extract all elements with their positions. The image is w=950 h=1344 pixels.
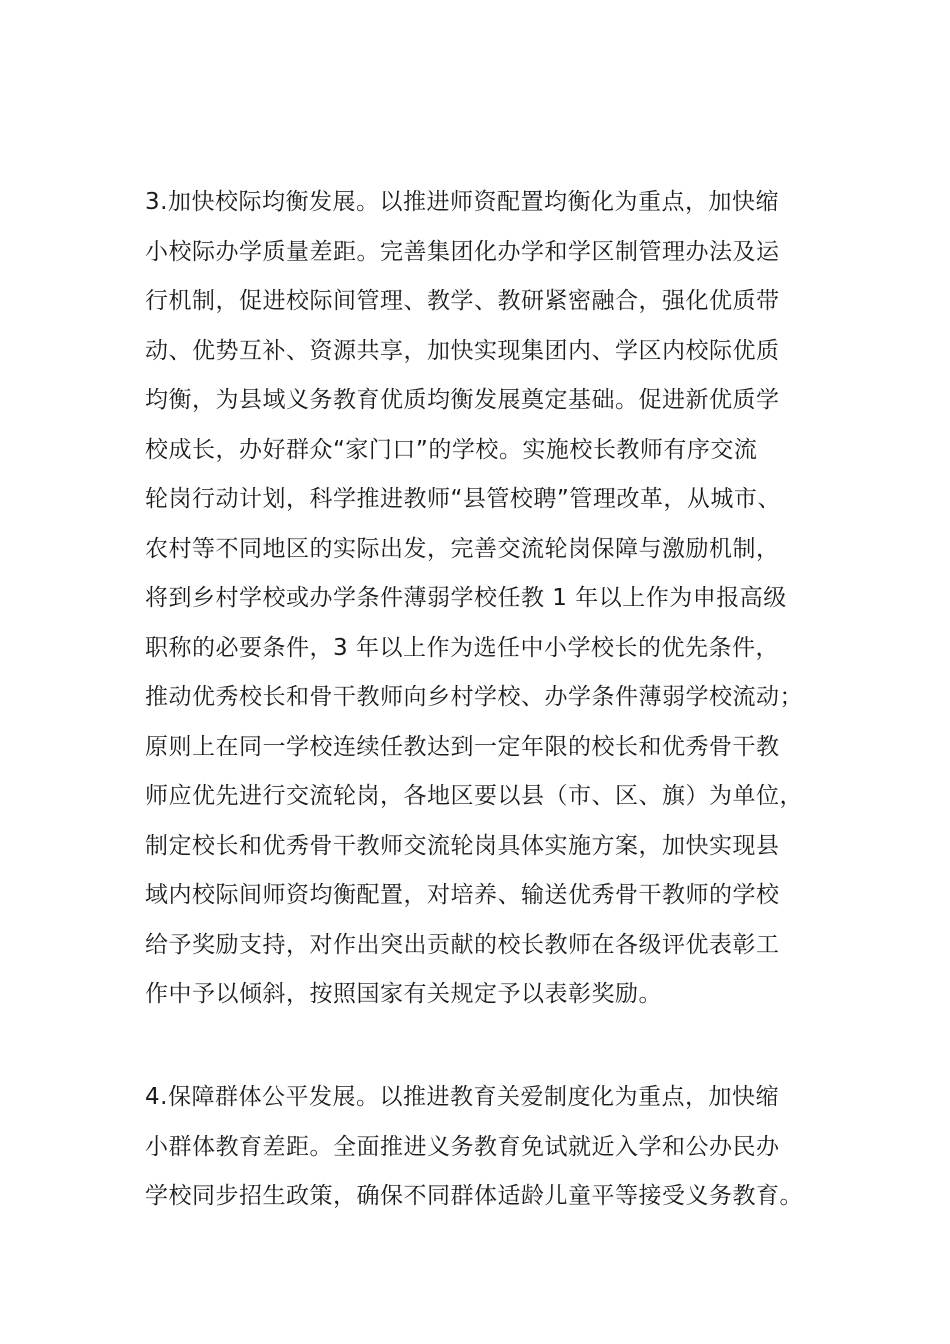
text-line: 均衡，为县域义务教育优质均衡发展奠定基础。促进新优质学 bbox=[145, 387, 780, 413]
text-line: 校成长，办好群众“家门口”的学校。实施校长教师有序交流 bbox=[145, 436, 758, 463]
text-line: 3.加快校际均衡发展。以推进师资配置均衡化为重点，加快缩 bbox=[145, 189, 779, 215]
text-line: 原则上在同一学校连续任教达到一定年限的校长和优秀骨干教 bbox=[145, 733, 780, 760]
text-line: 行机制，促进校际间管理、教学、教研紧密融合，强化优质带 bbox=[145, 288, 780, 314]
text-line: 农村等不同地区的实际出发，完善交流轮岗保障与激励机制， bbox=[145, 535, 780, 562]
paragraph-4-group-equity bbox=[145, 1073, 835, 1222]
text-line: 推动优秀校长和骨干教师向乡村学校、办学条件薄弱学校流动； bbox=[145, 684, 803, 710]
text-line: 制定校长和优秀骨干教师交流轮岗具体实施方案，加快实现县 bbox=[145, 832, 780, 859]
text-line: 将到乡村学校或办学条件薄弱学校任教 1 年以上作为申报高级 bbox=[145, 585, 787, 611]
text-line: 给予奖励支持，对作出突出贡献的校长教师在各级评优表彰工 bbox=[145, 931, 780, 958]
text-line: 学校同步招生政策，确保不同群体适龄儿童平等接受义务教育。 bbox=[145, 1183, 803, 1209]
text-line: 职称的必要条件，3 年以上作为选任中小学校长的优先条件， bbox=[145, 634, 779, 661]
text-line: 作中予以倾斜，按照国家有关规定予以表彰奖励。 bbox=[145, 981, 662, 1007]
text-line: 小校际办学质量差距。完善集团化办学和学区制管理办法及运 bbox=[145, 238, 780, 265]
paragraph-3-school-balance bbox=[145, 178, 835, 1020]
text-line: 4.保障群体公平发展。以推进教育关爱制度化为重点，加快缩 bbox=[145, 1084, 779, 1110]
text-line: 轮岗行动计划，科学推进教师“县管校聘”管理改革，从城市、 bbox=[145, 486, 781, 512]
text-line: 小群体教育差距。全面推进义务教育免试就近入学和公办民办 bbox=[145, 1133, 780, 1160]
text-line: 域内校际间师资均衡配置，对培养、输送优秀骨干教师的学校 bbox=[145, 882, 780, 908]
text-line: 师应优先进行交流轮岗，各地区要以县（市、区、旗）为单位， bbox=[145, 783, 803, 809]
text-line: 动、优势互补、资源共享，加快实现集团内、学区内校际优质 bbox=[145, 337, 780, 364]
